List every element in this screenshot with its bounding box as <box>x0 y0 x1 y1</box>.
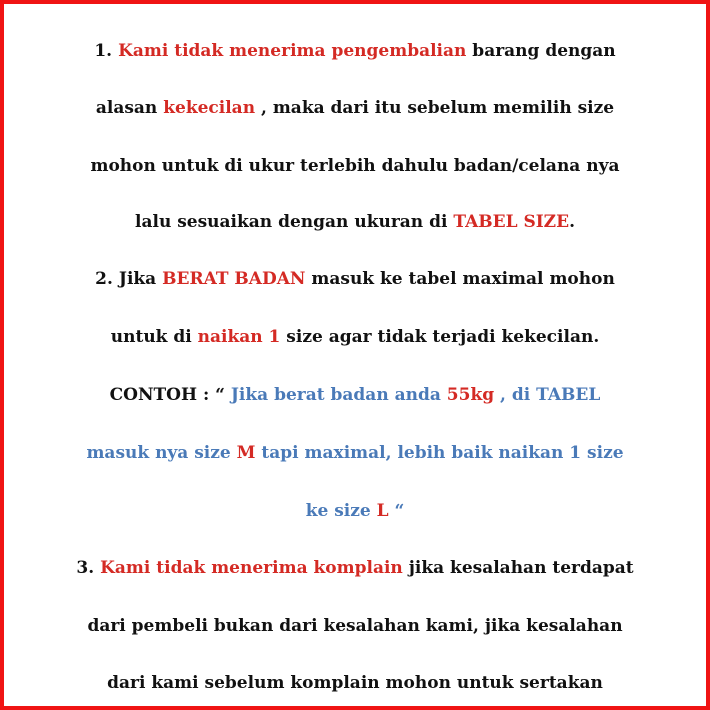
item-3-text: jika kesalahan terdapat <box>402 558 634 578</box>
item-2-text: masuk ke tabel maximal mohon <box>305 269 615 289</box>
item-1-text: mohon untuk di ukur terlebih dahulu badan/celana nya <box>90 156 620 176</box>
example-line-2 <box>4 442 706 464</box>
item-1-line-1 <box>4 40 706 62</box>
example-highlight: M <box>236 443 256 463</box>
item-1-text: lalu sesuaikan dengan ukuran di <box>135 212 454 232</box>
example-label: CONTOH : “ <box>109 385 231 405</box>
item-3-number: 3. <box>76 558 95 578</box>
item-2-line-2 <box>4 326 706 348</box>
item-1-highlight: Kami tidak menerima pengembalian <box>118 41 467 61</box>
item-1-line-3 <box>4 155 706 177</box>
example-text: masuk nya size <box>86 443 237 463</box>
item-3-highlight: Kami tidak menerima komplain <box>100 558 403 578</box>
item-3-line-3 <box>4 672 706 694</box>
item-3-line-2 <box>4 615 706 637</box>
example-text: Jika berat badan anda <box>230 385 447 405</box>
item-1-text: , maka dari itu sebelum memilih size <box>255 98 615 118</box>
item-2-line-1 <box>4 268 706 290</box>
item-2-highlight: BERAT BADAN <box>162 269 306 289</box>
example-text: tapi maximal, lebih baik naikan 1 size <box>255 443 624 463</box>
example-highlight: L <box>376 501 389 521</box>
item-2-number: 2. <box>95 269 113 289</box>
example-line-1 <box>4 384 706 406</box>
item-1-text: . <box>569 212 575 232</box>
item-1-highlight: TABEL SIZE <box>453 212 570 232</box>
example-line-3 <box>4 500 706 522</box>
item-1-line-4 <box>4 211 706 233</box>
item-3-text: dari pembeli bukan dari kesalahan kami, jika kesalahan <box>87 616 623 636</box>
item-1-line-2 <box>4 97 706 119</box>
item-2-text: size agar tidak terjadi kekecilan. <box>280 327 600 347</box>
item-2-highlight: naikan 1 <box>197 327 281 347</box>
item-1-number: 1. <box>94 41 113 61</box>
example-text: , di TABEL <box>494 385 601 405</box>
item-2-text: untuk di <box>110 327 198 347</box>
example-text: ke size <box>305 501 377 521</box>
example-highlight: 55kg <box>446 385 495 405</box>
example-quote: “ <box>388 501 405 521</box>
item-3-line-1 <box>4 557 706 579</box>
item-3-text: dari kami sebelum komplain mohon untuk sertakan <box>107 673 603 693</box>
item-2-text: Jika <box>118 269 163 289</box>
item-1-text: barang dengan <box>466 41 616 61</box>
item-1-highlight: kekecilan <box>163 98 256 118</box>
item-1-text: alasan <box>95 98 164 118</box>
